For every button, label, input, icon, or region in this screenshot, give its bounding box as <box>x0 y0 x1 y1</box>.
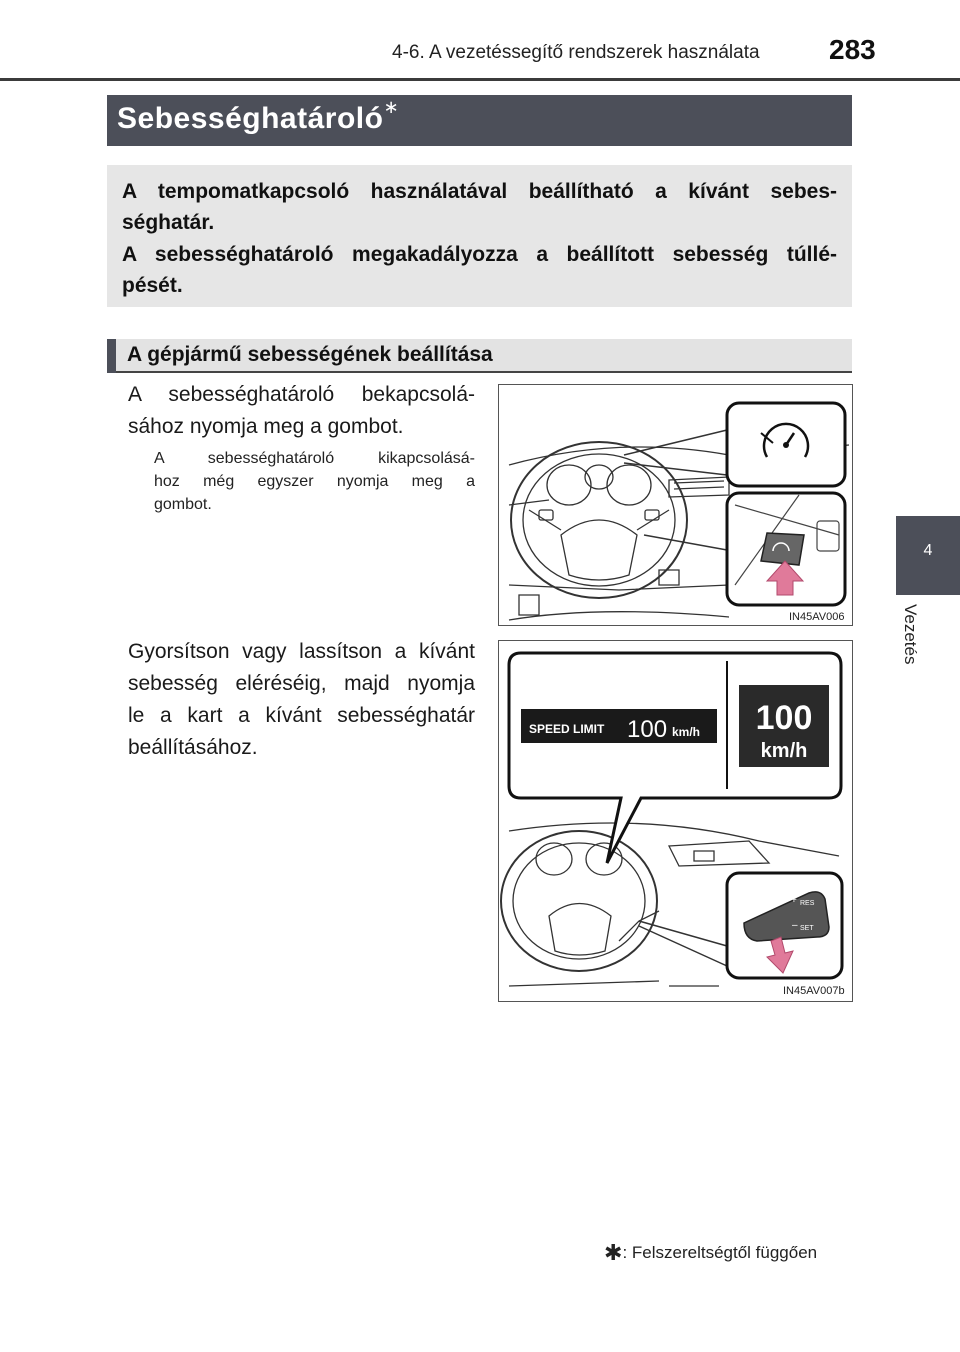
step2-line: Gyorsítson vagy lassítson a kívánt <box>128 640 475 663</box>
step2-line: sebesség eléréséig, majd nyomja <box>128 672 475 695</box>
gauge-unit: km/h <box>760 740 808 762</box>
footnote-text: : Felszereltségtől függően <box>622 1243 818 1262</box>
intro-line: A tempomatkapcsoló használatával beállítható a kívánt sebes- <box>122 180 837 203</box>
display-label: SPEED LIMIT <box>529 722 605 736</box>
speed-limit-illustration <box>499 641 852 1001</box>
page-number: 283 <box>829 34 876 65</box>
figure-speed-limiter-button <box>498 384 853 626</box>
section-title <box>117 97 400 136</box>
intro-line: A sebességhatároló megakadályozza a beállított sebesség túllé- <box>122 243 837 266</box>
section-title-mark: ∗ <box>383 97 400 117</box>
footnote <box>604 1238 817 1264</box>
footnote-mark: ✱ <box>604 1240 623 1265</box>
display-unit: km/h <box>672 725 701 739</box>
lever-minus: – <box>792 920 798 931</box>
intro-line: séghatár. <box>122 211 215 234</box>
lever-plus: + <box>791 895 797 906</box>
lever-res: RES <box>800 900 815 907</box>
display-value: 100 <box>627 716 668 743</box>
step1-line: A sebességhatároló bekapcsolá- <box>128 383 475 406</box>
figure1-code: IN45AV006 <box>789 611 845 623</box>
steering-wheel-illustration <box>499 385 852 625</box>
step1-note-line: gombot. <box>154 496 212 513</box>
chapter-tab-label-text: Vezetés <box>901 604 920 665</box>
subsection-title: A gépjármű sebességének beállítása <box>127 343 493 366</box>
step1-note-line: A sebességhatároló kikapcsolásá- <box>154 450 475 467</box>
figure-set-speed-limit <box>498 640 853 1002</box>
gauge-value: 100 <box>755 699 813 737</box>
intro-line: pését. <box>122 274 183 297</box>
chapter-tab-number: 4 <box>923 542 933 559</box>
step2-line: beállításához. <box>128 736 258 759</box>
figure2-code: IN45AV007b <box>783 985 845 997</box>
running-head: 4-6. A vezetéssegítő rendszerek használata <box>392 42 760 63</box>
header-rule <box>0 78 960 81</box>
step1-line: sához nyomja meg a gombot. <box>128 415 404 438</box>
limiter-button <box>761 533 804 565</box>
section-title-text: Sebességhatároló <box>117 102 384 135</box>
step2-line: le a kart a kívánt sebességhatár <box>128 704 475 727</box>
subsection-marker <box>107 339 116 373</box>
step1-note-line: hoz még egyszer nyomja meg a <box>154 473 475 490</box>
chapter-tab-label <box>900 604 928 684</box>
lever-set: SET <box>800 925 814 932</box>
